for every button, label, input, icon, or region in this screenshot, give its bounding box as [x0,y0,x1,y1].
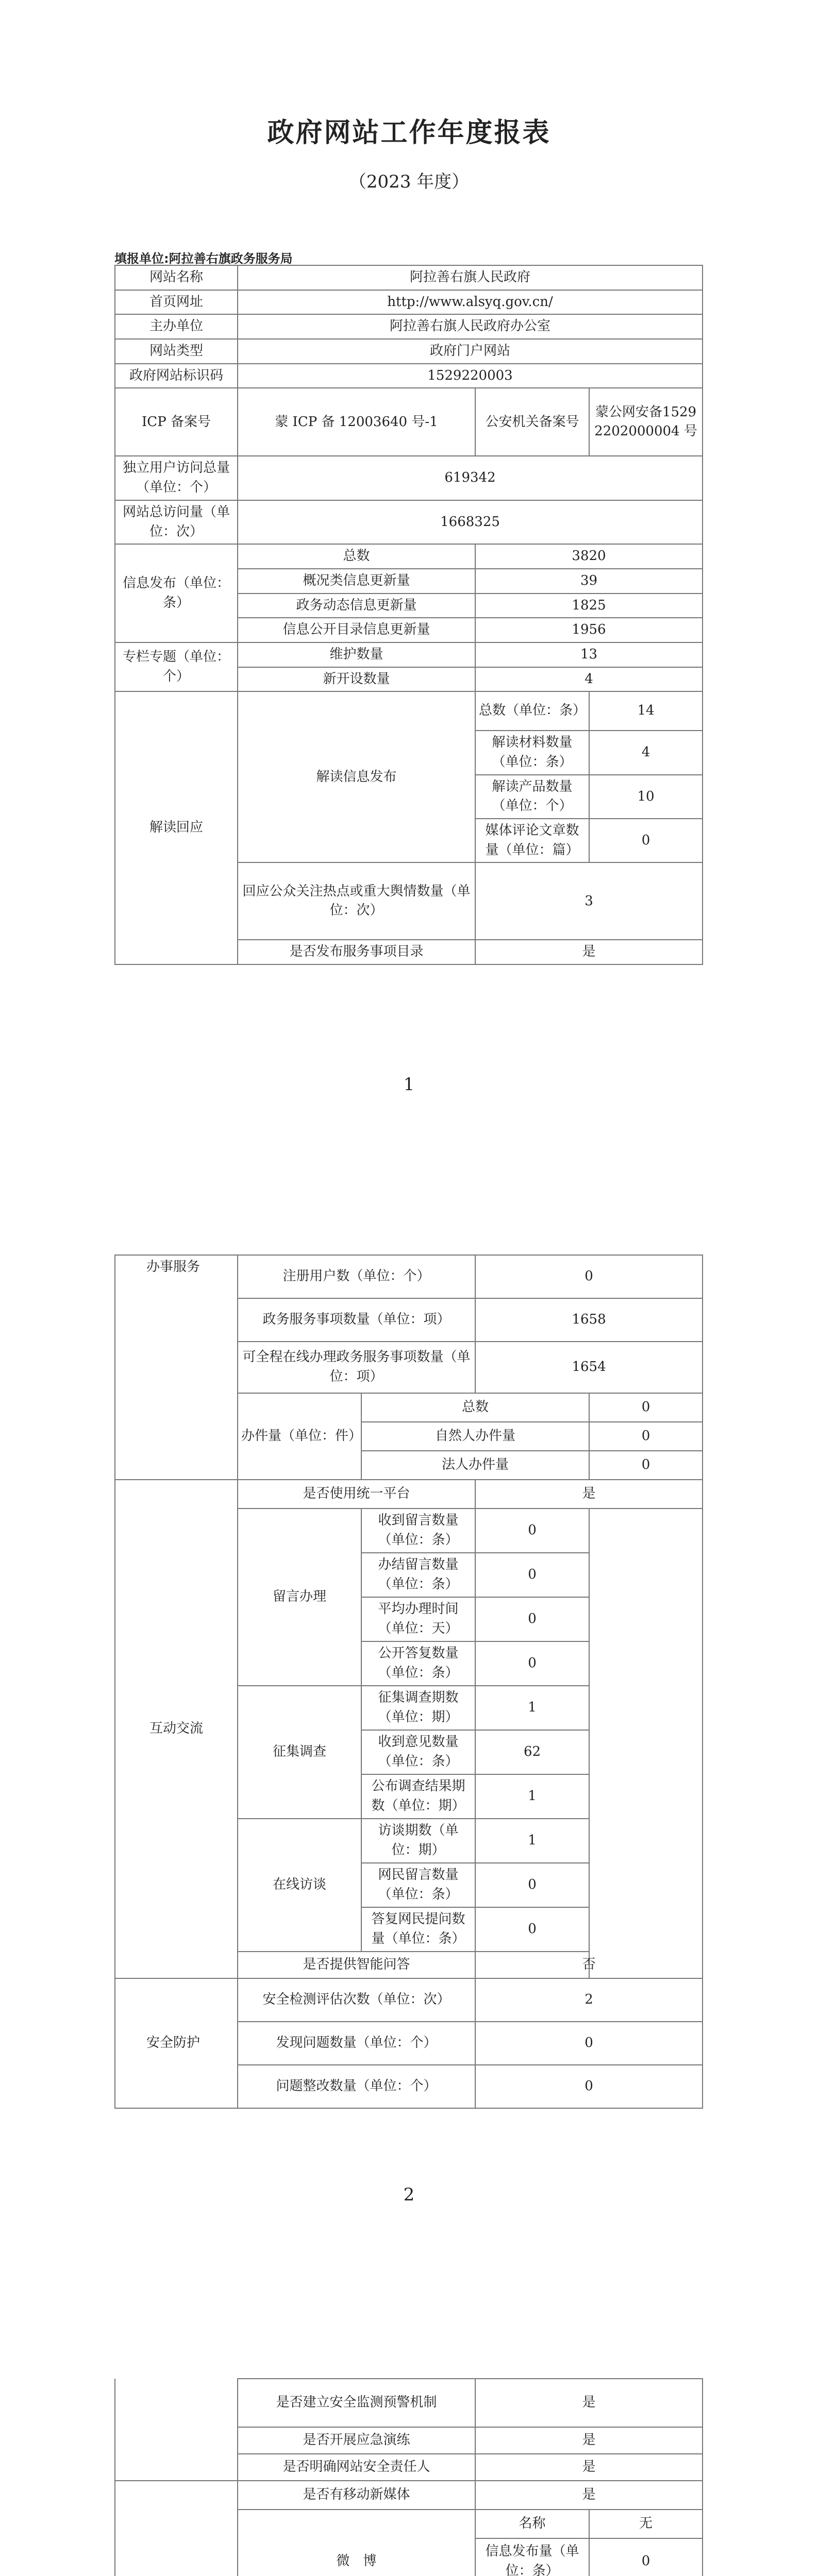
service-items: 1658 [475,1298,703,1342]
police-number: 蒙公网安备15292202000004 号 [589,388,703,456]
label-service: 办事服务 [115,1255,238,1480]
service-catalog: 是 [475,940,703,964]
interpret-product: 10 [589,775,703,819]
column-maintain: 13 [475,642,703,667]
label-msg-time: 平均办理时间（单位：天） [361,1597,475,1641]
label-unique-visitors: 独立用户访问总量（单位：个） [115,456,238,500]
label-talk-count: 访谈期数（单位：期） [361,1819,475,1863]
label-weibo-posts: 信息发布量（单位：条） [475,2538,589,2576]
label-smart-qa: 是否提供智能问答 [238,1952,475,1978]
survey-opinion: 62 [475,1730,589,1774]
label-talk-msg: 网民留言数量（单位：条） [361,1863,475,1907]
label-icp: ICP 备案号 [115,388,238,456]
has-media: 是 [475,2481,703,2510]
interpret-material: 4 [589,731,703,774]
security-found: 0 [475,2022,703,2065]
label-talk-reply: 答复网民提问数量（单位：条） [361,1907,475,1952]
label-survey-opinion: 收到意见数量（单位：条） [361,1730,475,1774]
duty: 是 [475,2454,703,2481]
homepage-url[interactable]: http://www.alsyq.gov.cn/ [238,290,703,315]
security-fixed: 0 [475,2065,703,2108]
label-homepage: 首页网址 [115,290,238,315]
label-has-media: 是否有移动新媒体 [238,2481,475,2510]
label-survey: 征集调查 [238,1686,361,1819]
page-title: 政府网站工作年度报表 [267,117,551,148]
label-service-items: 政务服务事项数量（单位：项） [238,1298,475,1342]
host-org: 阿拉善右旗人民政府办公室 [238,314,703,339]
label-handled: 办件量（单位：件） [238,1393,361,1480]
weibo-name: 无 [589,2510,703,2538]
page-views: 1668325 [238,500,703,544]
label-msg-pub: 公开答复数量（单位：条） [361,1641,475,1686]
label-interview: 在线访谈 [238,1819,361,1952]
label-police: 公安机关备案号 [475,388,589,456]
label-info-release: 信息发布（单位：条） [115,544,238,642]
label-survey-count: 征集调查期数（单位：期） [361,1686,475,1730]
label-info-overview: 概况类信息更新量 [238,569,475,594]
page-number-1: 1 [403,1074,415,1095]
label-interpret-hot: 回应公众关注热点或重大舆情数量（单位：次） [238,862,475,940]
label-interact: 互动交流 [115,1480,238,1978]
label-weibo: 微 博 [238,2510,475,2576]
label-duty: 是否明确网站安全责任人 [238,2454,475,2481]
site-name: 阿拉善右旗人民政府 [238,265,703,290]
label-new-media [115,2481,238,2576]
info-catalog: 1956 [475,618,703,642]
basic-info-table [114,265,703,965]
label-site-code: 政府网站标识码 [115,364,238,388]
label-msg-done: 办结留言数量（单位：条） [361,1553,475,1597]
registered-users: 0 [475,1255,703,1298]
smart-qa: 否 [475,1952,703,1978]
interpret-total: 14 [589,691,703,731]
label-drill: 是否开展应急演练 [238,2427,475,2454]
label-info-dynamic: 政务动态信息更新量 [238,594,475,618]
media-innovation-table [114,2378,703,2576]
label-site-type: 网站类型 [115,339,238,364]
label-registered-users: 注册用户数（单位：个） [238,1255,475,1298]
label-interpret: 解读回应 [115,691,238,964]
survey-count: 1 [475,1686,589,1730]
drill: 是 [475,2427,703,2454]
info-total: 3820 [475,544,703,569]
unique-visitors: 619342 [238,456,703,500]
msg-recv: 0 [475,1509,589,1553]
label-unified-platform: 是否使用统一平台 [238,1480,475,1509]
label-interpret-media: 媒体评论文章数量（单位：篇） [475,819,589,862]
label-monitor: 是否建立安全监测预警机制 [238,2379,475,2427]
handled-legal: 0 [589,1451,703,1480]
site-type: 政府门户网站 [238,339,703,364]
service-interact-table [114,1255,703,2109]
fill-unit: 填报单位:阿拉善右旗政务服务局 [114,251,293,266]
label-security-found: 发现问题数量（单位：个） [238,2022,475,2065]
label-interpret-release: 解读信息发布 [238,691,475,862]
label-page-views: 网站总访问量（单位：次） [115,500,238,544]
label-security-eval: 安全检测评估次数（单位：次） [238,1978,475,2022]
handled-person: 0 [589,1422,703,1451]
label-column-new: 新开设数量 [238,667,475,692]
label-column: 专栏专题（单位：个） [115,642,238,691]
column-new: 4 [475,667,703,692]
interpret-media: 0 [589,819,703,862]
label-survey-result: 公布调查结果期数（单位：期） [361,1774,475,1819]
report-year: （2023 年度） [348,172,470,192]
page-number-2: 2 [403,2184,415,2205]
label-site-name: 网站名称 [115,265,238,290]
talk-msg: 0 [475,1863,589,1907]
security-eval: 2 [475,1978,703,2022]
label-handled-total: 总数 [361,1393,589,1422]
label-handled-person: 自然人办件量 [361,1422,589,1451]
label-info-catalog: 信息公开目录信息更新量 [238,618,475,642]
label-interpret-total: 总数（单位：条） [475,691,589,731]
label-column-maintain: 维护数量 [238,642,475,667]
monitor: 是 [475,2379,703,2427]
label-host-org: 主办单位 [115,314,238,339]
label-security: 安全防护 [115,1978,238,2108]
label-weibo-name: 名称 [475,2510,589,2538]
online-items: 1654 [475,1342,703,1393]
msg-done: 0 [475,1553,589,1597]
msg-pub: 0 [475,1641,589,1686]
label-interpret-material: 解读材料数量（单位：条） [475,731,589,774]
interpret-hot: 3 [475,862,703,940]
talk-count: 1 [475,1819,589,1863]
label-msg-recv: 收到留言数量（单位：条） [361,1509,475,1553]
label-online-items: 可全程在线办理政务服务事项数量（单位：项） [238,1342,475,1393]
msg-time: 0 [475,1597,589,1641]
label-service-catalog: 是否发布服务事项目录 [238,940,475,964]
label-message: 留言办理 [238,1509,361,1686]
weibo-posts: 0 [589,2538,703,2576]
survey-result: 1 [475,1774,589,1819]
label-handled-legal: 法人办件量 [361,1451,589,1480]
info-overview: 39 [475,569,703,594]
info-dynamic: 1825 [475,594,703,618]
handled-total: 0 [589,1393,703,1422]
label-info-total: 总数 [238,544,475,569]
icp-number: 蒙 ICP 备 12003640 号-1 [238,388,475,456]
site-code: 1529220003 [238,364,703,388]
label-interpret-product: 解读产品数量（单位：个） [475,775,589,819]
label-security-fixed: 问题整改数量（单位：个） [238,2065,475,2108]
unified-platform: 是 [475,1480,703,1509]
talk-reply: 0 [475,1907,589,1952]
